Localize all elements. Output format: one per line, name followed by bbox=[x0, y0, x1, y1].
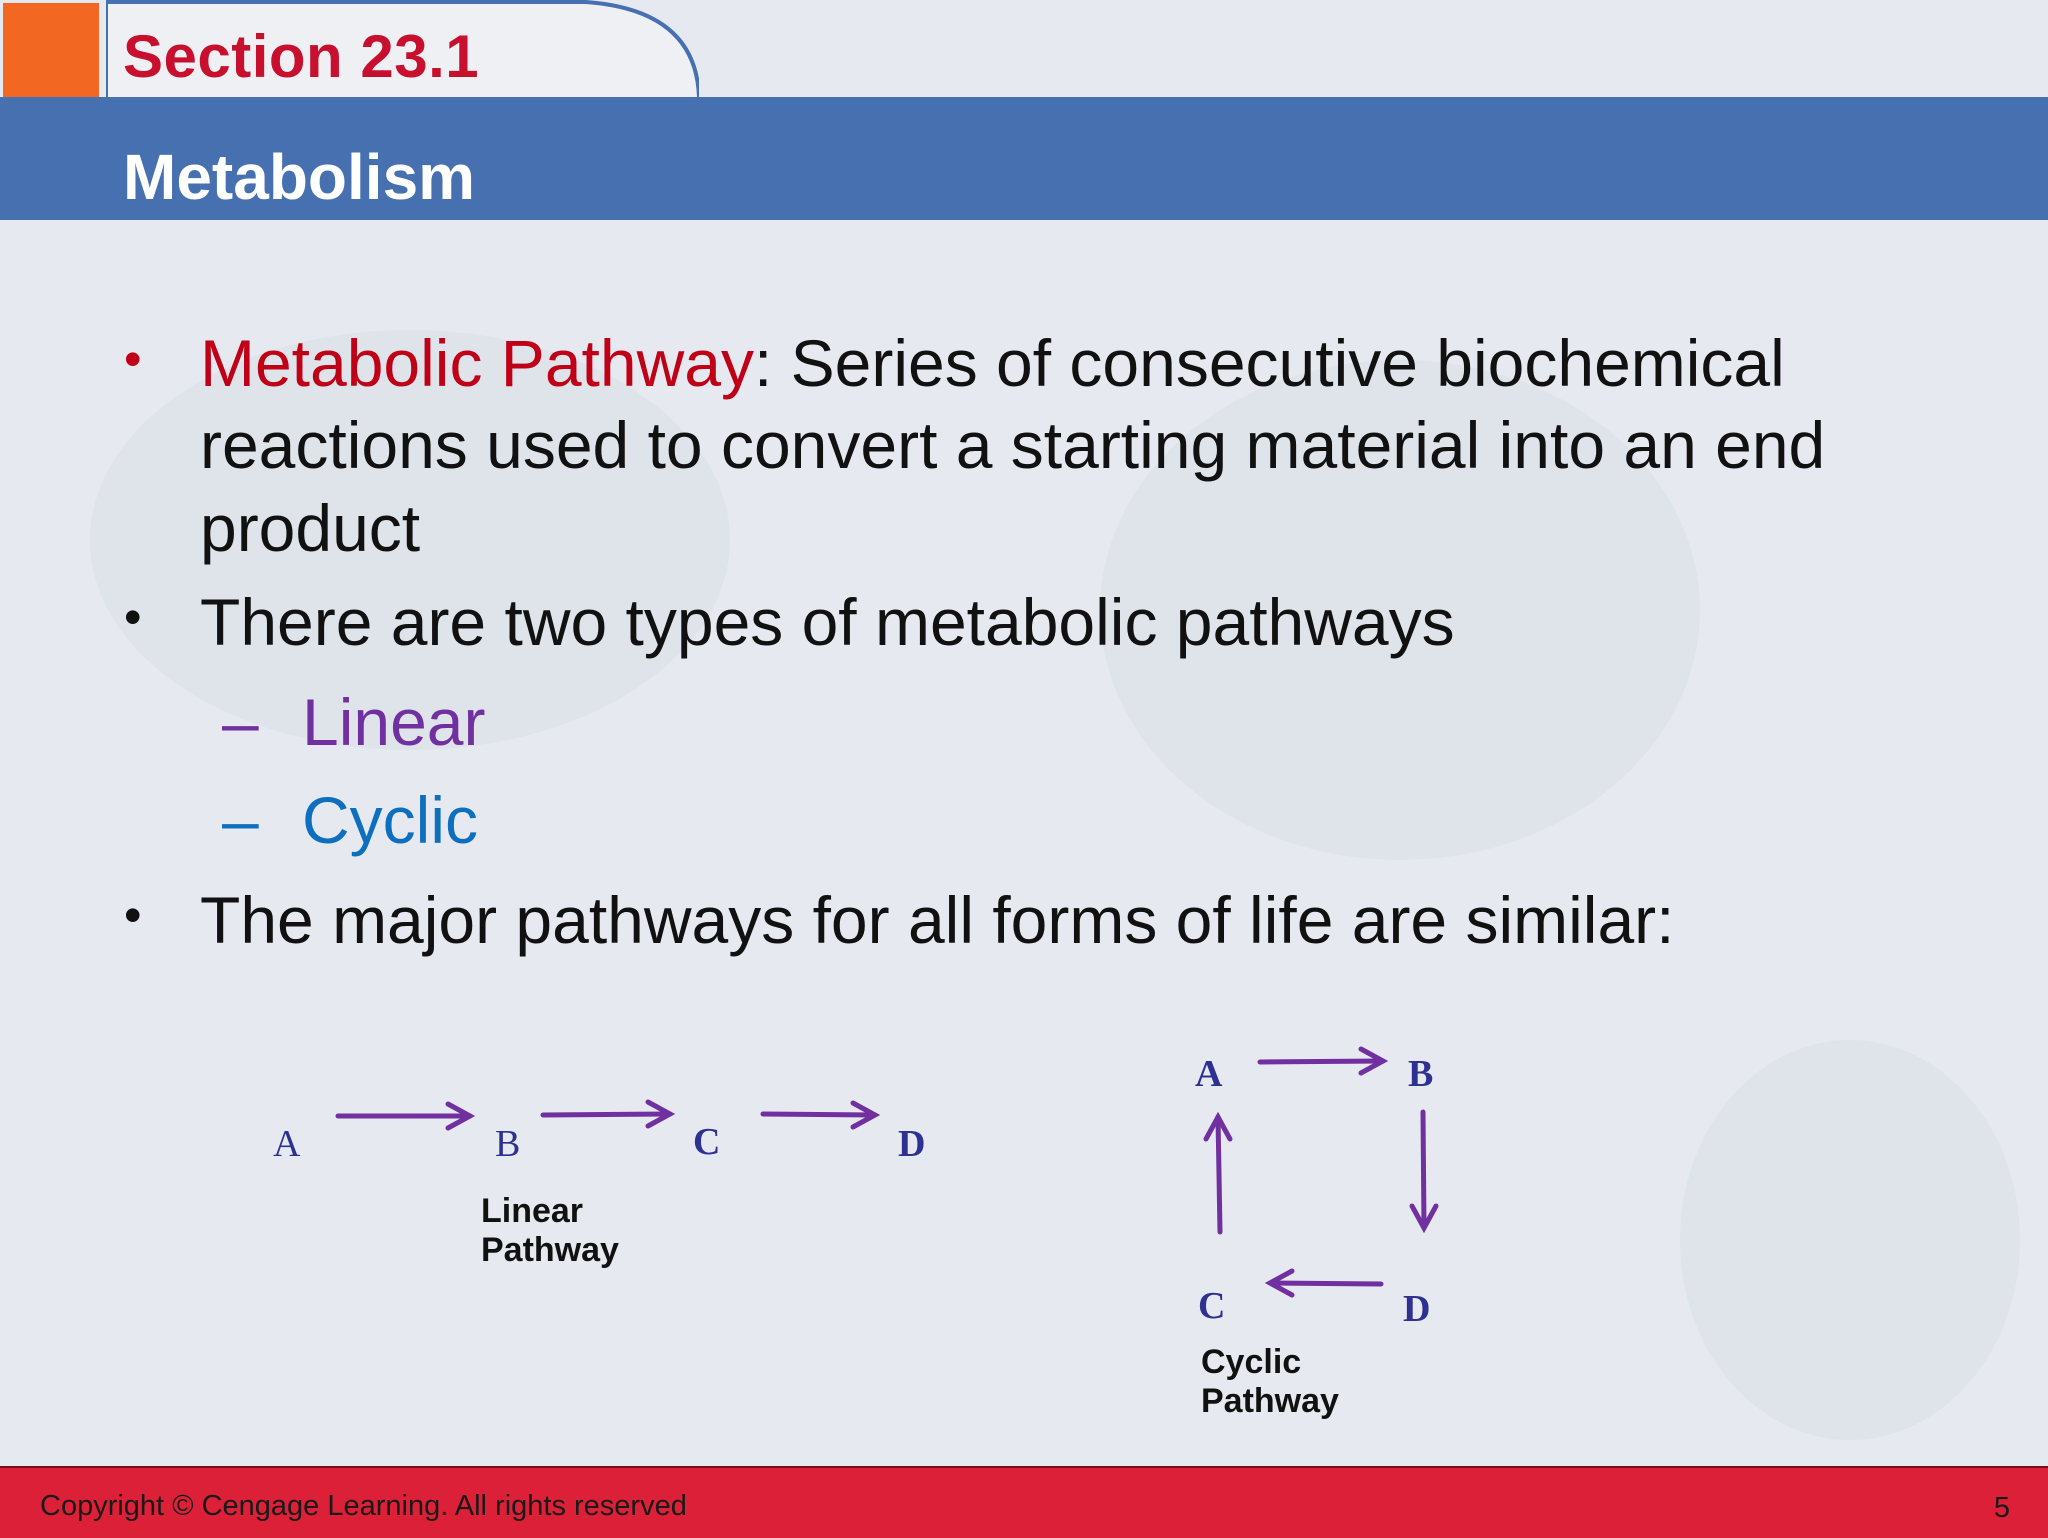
cyclic-node-c: C bbox=[1198, 1285, 1226, 1327]
footer-bar bbox=[0, 1466, 2048, 1538]
linear-pathway-caption: Linear Pathway bbox=[481, 1192, 619, 1269]
cyclic-arrow-b-d bbox=[1412, 1112, 1436, 1228]
bullet-1-line-2: reactions used to convert a starting material into an end bbox=[200, 408, 1826, 482]
linear-node-a: A bbox=[273, 1123, 301, 1165]
cyclic-node-b: B bbox=[1408, 1053, 1434, 1095]
bullet-marker: • bbox=[124, 887, 142, 943]
bullet-3: The major pathways for all forms of life are similar: bbox=[200, 883, 1675, 957]
bullet-1-definition: : Series of consecutive biochemical bbox=[753, 326, 1785, 400]
page-number: 5 bbox=[1993, 1492, 2010, 1524]
copyright-text: Copyright © Cengage Learning. All rights reserved bbox=[40, 1490, 687, 1522]
linear-node-d: D bbox=[898, 1123, 926, 1165]
bullet-2: There are two types of metabolic pathways bbox=[200, 585, 1455, 659]
section-label: Section 23.1 bbox=[123, 23, 480, 90]
linear-node-b: B bbox=[495, 1123, 521, 1165]
cyclic-pathway-caption: Cyclic Pathway bbox=[1201, 1343, 1339, 1420]
linear-node-c: C bbox=[693, 1121, 721, 1163]
cyclic-arrow-c-a bbox=[1206, 1117, 1230, 1232]
sub-bullet-dash: – bbox=[222, 783, 259, 857]
cyclic-arrow-d-c bbox=[1270, 1271, 1381, 1295]
cyclic-node-a: A bbox=[1195, 1053, 1223, 1095]
bullet-1-line-3: product bbox=[200, 491, 421, 565]
term-metabolic-pathway: Metabolic Pathway bbox=[200, 326, 754, 400]
cyclic-arrow-a-b bbox=[1260, 1049, 1383, 1073]
cyclic-node-d: D bbox=[1403, 1288, 1431, 1330]
sub-bullet-cyclic: Cyclic bbox=[302, 783, 478, 857]
slide-title: Metabolism bbox=[123, 141, 476, 213]
bullet-marker: • bbox=[124, 331, 142, 387]
sub-bullet-dash: – bbox=[222, 685, 259, 759]
sub-bullet-linear: Linear bbox=[302, 685, 486, 759]
bullet-marker: • bbox=[124, 589, 142, 645]
